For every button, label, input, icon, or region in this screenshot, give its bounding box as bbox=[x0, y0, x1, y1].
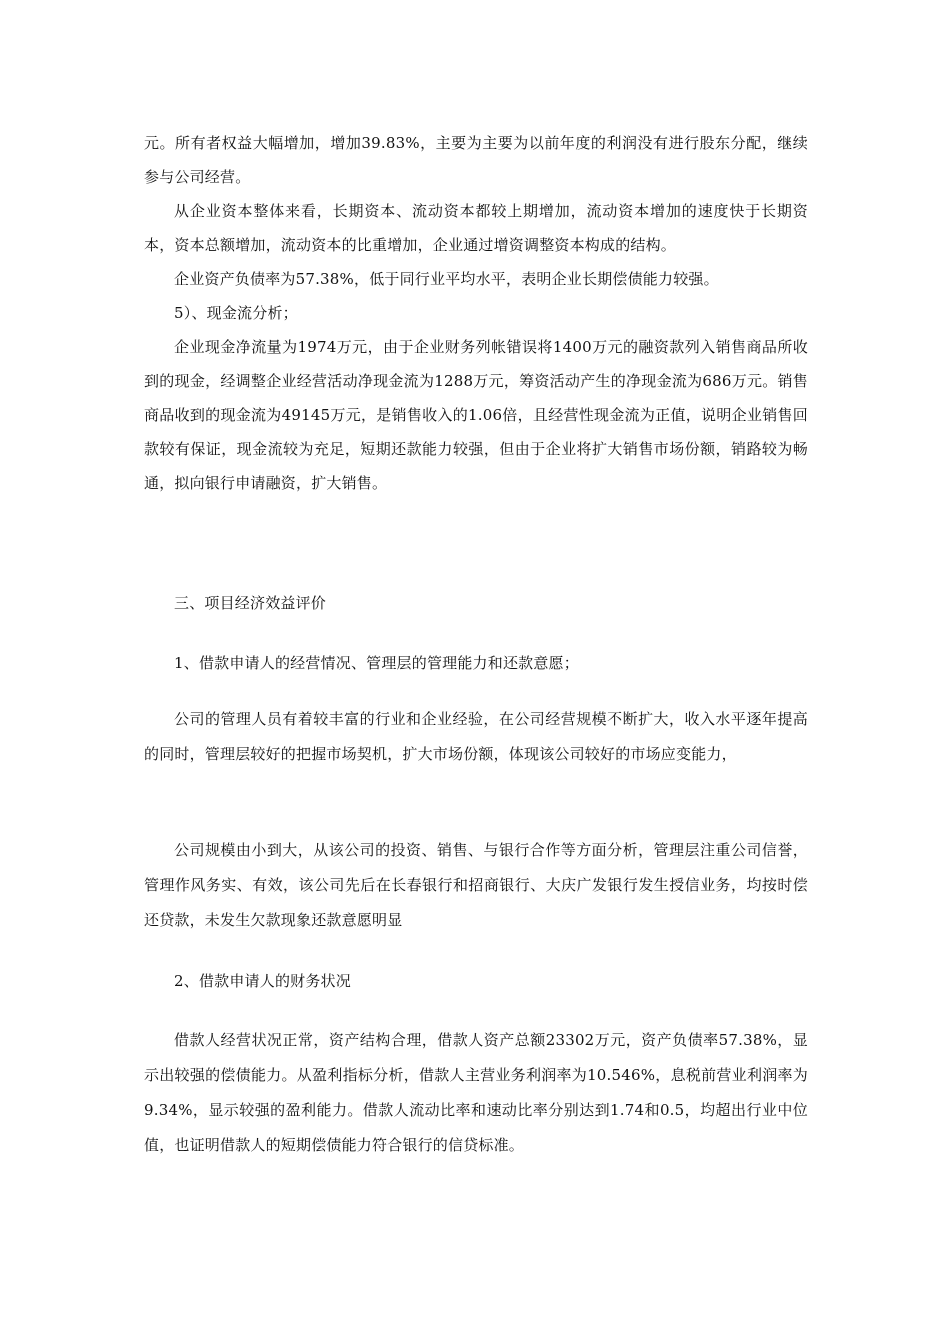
capital-structure-paragraph: 从企业资本整体来看，长期资本、流动资本都较上期增加，流动资本增加的速度快于长期资本，资本总额增加，流动资本的比重增加，企业通过增资调整资本构成的结构。 bbox=[144, 202, 808, 254]
management-paragraph: 公司的管理人员有着较丰富的行业和企业经验，在公司经营规模不断扩大，收入水平逐年提高的同时，管理层较好的把握市场契机，扩大市场份额，体现该公司较好的市场应变能力， bbox=[144, 710, 808, 763]
cash-flow-paragraph: 企业现金净流量为1974万元，由于企业财务列帐错误将1400万元的融资款列入销售商品所收到的现金，经调整企业经营活动净现金流为1288万元，筹资活动产生的净现金流为686万元。销售商品收到的现金流为49145万元，是销售收入的1.06倍，且经营性现金流为正值，说明企业销售回款较有保证，现金流较为充足，短期还款能力较强，但由于企业将扩大销售市场份额，销路较为畅通，拟向银行申请融资，扩大销售。 bbox=[144, 338, 808, 492]
credit-history-paragraph: 公司规模由小到大，从该公司的投资、销售、与银行合作等方面分析，管理层注重公司信誉，管理作风务实、有效，该公司先后在长春银行和招商银行、大庆广发银行发生授信业务，均按时偿还贷款，未发生欠款现象还款意愿明显 bbox=[144, 841, 808, 929]
cash-flow-subheading: 5）、现金流分析； bbox=[174, 304, 298, 322]
subheading-financial-status: 2、借款申请人的财务状况 bbox=[174, 972, 351, 990]
subheading-management: 1、借款申请人的经营情况、管理层的管理能力和还款意愿； bbox=[174, 654, 579, 672]
financial-status-paragraph: 借款人经营状况正常，资产结构合理，借款人资产总额23302万元，资产负债率57.38%，显示出较强的偿债能力。从盈利指标分析，借款人主营业务利润率为10.546%，息税前营业利润率为9.34%，显示较强的盈利能力。借款人流动比率和速动比率分别达到1.74和0.5，均超出行业中位值，也证明借款人的短期偿债能力符合银行的信贷标准。 bbox=[144, 1031, 808, 1154]
equity-paragraph: 元。所有者权益大幅增加，增加39.83%，主要为主要为以前年度的利润没有进行股东分配，继续参与公司经营。 bbox=[144, 134, 808, 186]
section-heading-economic-evaluation: 三、项目经济效益评价 bbox=[174, 594, 327, 612]
debt-ratio-paragraph: 企业资产负债率为57.38%，低于同行业平均水平，表明企业长期偿债能力较强。 bbox=[174, 270, 719, 288]
